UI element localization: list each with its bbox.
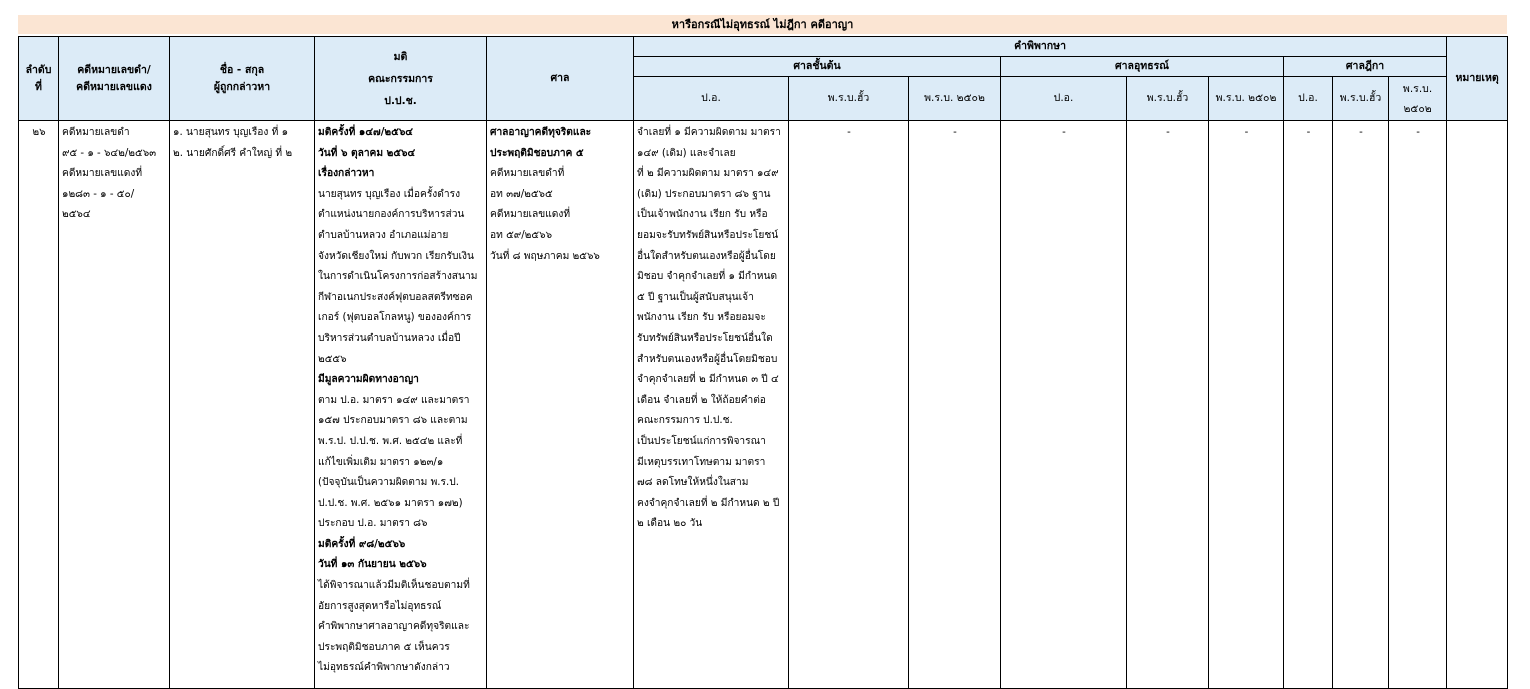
cell-names <box>170 121 315 689</box>
cell-first-prb-2502: - <box>909 121 1001 689</box>
case-table <box>18 36 1508 689</box>
text-line: นายสุนทร บุญเรือง เมื่อครั้งดำรง <box>318 188 461 200</box>
text-line: บริหารส่วนตำบลบ้านหลวง เมื่อปี <box>318 332 461 344</box>
text-line: แก้ไขเพิ่มเติม มาตรา ๑๒๓/๑ <box>318 456 444 468</box>
cell-appeal-prb-2502: - <box>1209 121 1284 689</box>
text-line: ๒. นายศักดิ์ศรี คำใหญ่ ที่ ๒ <box>173 147 293 159</box>
header-judgment: คำพิพากษา <box>634 37 1447 57</box>
header-court-appeal: ศาลอุทธรณ์ <box>1001 57 1284 77</box>
text-line: ตาม ป.อ. มาตรา ๑๔๙ และมาตรา <box>318 394 470 406</box>
text-line: มีมูลความผิดทางอาญา <box>318 374 419 386</box>
header-name: ชื่อ - สกุล ผู้ถูกกล่าวหา <box>170 37 315 121</box>
text-line: เรื่องกล่าวหา <box>318 168 375 180</box>
cell-case-no <box>59 121 170 689</box>
header-first-po: ป.อ. <box>634 77 789 121</box>
text-line: เป็นเจ้าพนักงาน เรียก รับ หรือ <box>637 209 768 221</box>
text-line: จังหวัดเชียงใหม่ กับพวก เรียกรับเงิน <box>318 250 474 262</box>
header-supreme-po: ป.อ. <box>1284 77 1333 121</box>
text-line: รับทรัพย์สินหรือประโยชน์อื่นใด <box>637 332 773 344</box>
text-line: อท ๓๗/๒๕๖๕ <box>490 188 553 200</box>
text-line: ประกอบ ป.อ. มาตรา ๘๖ <box>318 518 428 530</box>
cell-first-prb-old: - <box>789 121 909 689</box>
text-line: คณะกรรมการ ป.ป.ช. <box>637 415 733 427</box>
text-line: ๕ ปี ฐานเป็นผู้สนับสนุนเจ้า <box>637 291 754 303</box>
text-line: คำพิพากษาศาลอาญาคดีทุจริตและ <box>318 621 470 633</box>
text-line: พนักงาน เรียก รับ หรือยอมจะ <box>637 312 766 324</box>
text-line: ไม่อุทธรณ์คำพิพากษาดังกล่าว <box>318 662 450 674</box>
cell-court <box>487 121 634 689</box>
text-line: ป.ป.ช. พ.ศ. ๒๕๖๑ มาตรา ๑๗๒) <box>318 497 463 509</box>
cell-seq: ๒๖ <box>19 121 59 689</box>
text-line: ๒๕๕๖ <box>318 353 347 365</box>
header-first-prb-old: พ.ร.บ.ฮั้ว <box>789 77 909 121</box>
text-line: จำคุกจำเลยที่ ๒ มีกำหนด ๓ ปี ๔ <box>637 374 779 386</box>
text-line: ได้พิจารณาแล้วมีมติเห็นชอบตามที่ <box>318 580 470 592</box>
text-line: จำเลยที่ ๑ มีความผิดตาม มาตรา <box>637 127 781 138</box>
text-line: ๑๔๙ (เดิม) และจำเลย <box>637 147 736 159</box>
text-line: ประพฤติมิชอบภาค ๕ เห็นควร <box>318 641 450 653</box>
text-line: วันที่ ๑๓ กันยายน ๒๕๖๖ <box>318 559 427 571</box>
text-line: คดีหมายเลขแดงที่ <box>62 168 143 180</box>
header-remark: หมายเหตุ <box>1447 37 1508 121</box>
header-court-supreme: ศาลฎีกา <box>1284 57 1447 77</box>
text-line: พ.ร.ป. ป.ป.ช. พ.ศ. ๒๕๔๒ และที่ <box>318 435 463 447</box>
cell-remark <box>1447 121 1508 689</box>
text-line: วันที่ ๖ ตุลาคม ๒๕๖๔ <box>318 147 416 159</box>
sheet-title: หารือกรณีไม่อุทธรณ์ ไม่ฎีกา คดีอาญา <box>18 15 1507 34</box>
text-line: ๑. นายสุนทร บุญเรือง ที่ ๑ <box>173 127 289 138</box>
text-line: มีเหตุบรรเทาโทษตาม มาตรา <box>637 456 766 468</box>
text-line: มติครั้งที่ ๙๘/๒๕๖๖ <box>318 538 406 550</box>
text-line: ๑๕๗ ประกอบมาตรา ๘๖ และตาม <box>318 415 468 427</box>
cell-appeal-prb-old: - <box>1127 121 1209 689</box>
text-line: ในการดำเนินโครงการก่อสร้างสนาม <box>318 271 478 283</box>
header-supreme-prb-old: พ.ร.บ.ฮั้ว <box>1333 77 1389 121</box>
cell-supreme-prb-2502: - <box>1389 121 1447 689</box>
cell-supreme-po: - <box>1284 121 1333 689</box>
header-first-prb-2502: พ.ร.บ. ๒๕๐๒ <box>909 77 1001 121</box>
cell-first-po <box>634 121 789 689</box>
text-line: ๗๘ ลดโทษให้หนึ่งในสาม <box>637 477 749 489</box>
header-seq: ลำดับ ที่ <box>19 37 59 121</box>
text-line: อื่นใดสำหรับตนเองหรือผู้อื่นโดย <box>637 250 776 262</box>
text-line: ๒๕๖๔ <box>62 209 91 221</box>
text-line: ตำบลบ้านหลวง อำเภอแม่อาย <box>318 229 449 241</box>
text-line: ยอมจะรับทรัพย์สินหรือประโยชน์ <box>637 229 779 241</box>
text-line: เดือน จำเลยที่ ๒ ให้ถ้อยคำต่อ <box>637 394 766 406</box>
text-line: วันที่ ๘ พฤษภาคม ๒๕๖๖ <box>490 250 600 262</box>
header-appeal-prb-2502: พ.ร.บ. ๒๕๐๒ <box>1209 77 1284 121</box>
text-line: คดีหมายเลขแดงที่ <box>490 209 571 221</box>
text-line: มิชอบ จำคุกจำเลยที่ ๑ มีกำหนด <box>637 271 778 283</box>
text-line: ประพฤติมิชอบภาค ๕ <box>490 147 584 159</box>
cell-appeal-po: - <box>1001 121 1127 689</box>
text-line: กีฬาอเนกประสงค์ฟุตบอลสตรีทซอค <box>318 291 473 303</box>
header-supreme-prb-2502: พ.ร.บ. ๒๕๐๒ <box>1389 77 1447 121</box>
text-line: ตำแหน่งนายกองค์การบริหารส่วน <box>318 209 465 221</box>
text-line: คดีหมายเลขดำ <box>62 127 130 138</box>
text-line: มติครั้งที่ ๑๔๗/๒๕๖๔ <box>318 127 414 138</box>
text-line: เป็นประโยชน์แก่การพิจารณา <box>637 435 766 447</box>
table-row <box>19 121 1508 689</box>
header-court-first: ศาลชั้นต้น <box>634 57 1001 77</box>
header-resolution: มติ คณะกรรมการ ป.ป.ช. <box>315 37 487 121</box>
text-line: ที่ ๒ มีความผิดตาม มาตรา ๑๔๙ <box>637 168 779 180</box>
header-appeal-po: ป.อ. <box>1001 77 1127 121</box>
text-line: ศาลอาญาคดีทุจริตและ <box>490 127 592 138</box>
text-line: (ปัจจุบันเป็นความผิดตาม พ.ร.ป. <box>318 477 459 489</box>
text-line: คดีหมายเลขดำที่ <box>490 168 565 180</box>
text-line: ๙๕ - ๑ - ๖๔๒/๒๕๖๓ <box>62 147 157 159</box>
header-appeal-prb-old: พ.ร.บ.ฮั้ว <box>1127 77 1209 121</box>
text-line: อท ๕๙/๒๕๖๖ <box>490 229 553 241</box>
text-line: คงจำคุกจำเลยที่ ๒ มีกำหนด ๒ ปี <box>637 497 780 509</box>
text-line: ๒ เดือน ๒๐ วัน <box>637 518 703 530</box>
text-line: อัยการสูงสุดหารือไม่อุทธรณ์ <box>318 600 442 612</box>
text-line: เกอร์ (ฟุตบอลโกลหนู) ขององค์การ <box>318 312 472 324</box>
text-line: (เดิม) ประกอบมาตรา ๘๖ ฐาน <box>637 188 771 200</box>
header-court: ศาล <box>487 37 634 121</box>
text-line: สำหรับตนเองหรือผู้อื่นโดยมิชอบ <box>637 353 778 365</box>
text-line: ๑๒๘๓ - ๑ - ๕๐/ <box>62 188 135 200</box>
cell-supreme-prb-old: - <box>1333 121 1389 689</box>
cell-resolution <box>315 121 487 689</box>
header-case-no: คดีหมายเลขดำ/ คดีหมายเลขแดง <box>59 37 170 121</box>
